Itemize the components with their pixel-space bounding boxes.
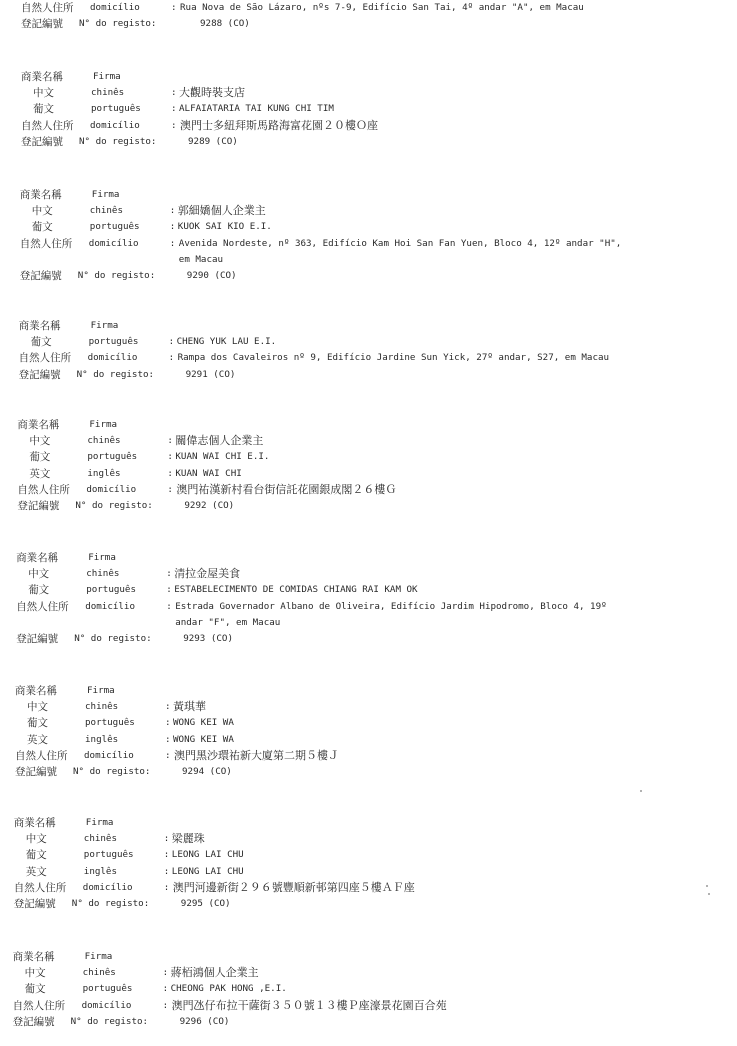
portuguese-name-value: KUAN WAI CHI E.I.: [175, 451, 270, 463]
firm-name-row: [0, 685, 737, 698]
domicile-value: 澳門祐漢新村看台街信託花園銀成閣２６樓Ｇ: [176, 482, 397, 496]
domicile-row: [0, 882, 737, 895]
firm-name-label-zh: 商業名稱: [16, 552, 59, 564]
registration-label-pt: N° do registo:: [74, 633, 152, 644]
portuguese-name-label-zh: 葡文: [33, 103, 54, 116]
domicile-label-pt: domicílio: [90, 2, 140, 13]
chinese-name-value: 梁麗珠: [171, 832, 205, 846]
portuguese-name-row: [0, 221, 737, 234]
portuguese-name-row: [0, 103, 737, 116]
chinese-name-value: 郭細嬌個人企業主: [177, 204, 266, 218]
registration-row: [0, 18, 737, 31]
colon: :: [162, 983, 169, 995]
domicile-label-zh: 自然人住所: [12, 999, 66, 1012]
firm-name-row: [0, 951, 737, 964]
registration-row: [0, 633, 737, 646]
chinese-name-value: 黃琪華: [173, 700, 206, 714]
chinese-name-row: [0, 568, 737, 581]
domicile-row: [0, 2, 737, 15]
english-name-label-pt: inglês: [85, 733, 119, 745]
registration-number: 9294 (CO): [182, 766, 232, 777]
english-name-label-zh: 英文: [25, 865, 47, 878]
registration-label-pt: N° do registo:: [73, 766, 151, 777]
domicile-cont-row: [0, 617, 737, 630]
portuguese-name-label-pt: português: [83, 849, 134, 861]
registration-number: 9293 (CO): [183, 633, 233, 644]
portuguese-name-label-pt: português: [86, 584, 136, 596]
registration-number: 9291 (CO): [185, 368, 236, 380]
colon: :: [167, 435, 173, 447]
chinese-name-row: [0, 205, 737, 218]
domicile-label-zh: 自然人住所: [18, 352, 72, 365]
registration-label-zh: 登記編號: [19, 270, 62, 282]
colon: :: [165, 733, 171, 745]
registration-row: [0, 1016, 737, 1029]
firm-name-label-pt: Firma: [91, 189, 120, 200]
colon: :: [166, 600, 172, 612]
portuguese-name-value: CHENG YUK LAU E.I.: [176, 336, 277, 348]
colon: :: [167, 467, 173, 479]
colon: :: [171, 87, 177, 99]
registration-row: [0, 766, 737, 779]
english-name-value: WONG KEI WA: [173, 733, 234, 745]
domicile-label-zh: 自然人住所: [21, 119, 74, 132]
portuguese-name-label-pt: português: [87, 451, 138, 463]
portuguese-name-row: [0, 584, 737, 597]
chinese-name-row: [0, 701, 737, 714]
colon: :: [169, 237, 176, 249]
firm-name-label-pt: Firma: [89, 419, 118, 430]
domicile-row: [0, 238, 737, 251]
colon: :: [165, 717, 171, 729]
domicile-label-pt: domicílio: [84, 749, 134, 761]
registration-number: 9290 (CO): [186, 270, 237, 281]
registration-number: 9289 (CO): [188, 135, 238, 147]
chinese-name-label-zh: 中文: [29, 435, 51, 448]
firm-name-label-zh: 商業名稱: [17, 419, 60, 431]
registration-number: 9295 (CO): [180, 898, 231, 909]
portuguese-name-label-pt: português: [91, 103, 141, 115]
domicile-cont-value: em Macau: [178, 253, 224, 265]
firm-name-label-zh: 商業名稱: [12, 951, 55, 963]
registration-label-pt: N° do registo:: [76, 368, 155, 380]
colon: :: [163, 833, 170, 845]
scan-speck: [706, 885, 708, 887]
registration-label-zh: 登記編號: [21, 135, 63, 148]
portuguese-name-label-zh: 葡文: [27, 717, 48, 730]
portuguese-name-label-zh: 葡文: [30, 336, 52, 349]
portuguese-name-label-pt: português: [88, 336, 139, 348]
english-name-row: [0, 866, 737, 879]
chinese-name-row: [0, 87, 737, 100]
firm-name-row: [0, 320, 737, 333]
firm-name-row: [0, 419, 737, 432]
domicile-label-pt: domicílio: [88, 237, 139, 249]
domicile-label-zh: 自然人住所: [19, 237, 73, 250]
portuguese-name-value: KUOK SAI KIO E.I.: [177, 221, 272, 233]
registration-number: 9292 (CO): [184, 500, 235, 511]
registration-row: [0, 500, 737, 513]
colon: :: [166, 568, 172, 580]
domicile-value: 澳門黑沙環祐新大廈第二期５樓Ｊ: [174, 748, 339, 762]
colon: :: [165, 701, 171, 713]
chinese-name-label-pt: chinês: [83, 833, 117, 845]
firm-name-row: [0, 817, 737, 830]
chinese-name-value: 關偉志個人企業主: [175, 434, 264, 448]
domicile-label-zh: 自然人住所: [13, 881, 67, 894]
firm-name-label-pt: Firma: [88, 552, 116, 563]
portuguese-name-label-zh: 葡文: [25, 849, 47, 862]
domicile-label-zh: 自然人住所: [21, 2, 74, 14]
colon: :: [171, 103, 177, 115]
portuguese-name-value: WONG KEI WA: [173, 717, 234, 729]
registration-row: [0, 898, 737, 911]
colon: :: [163, 865, 170, 877]
domicile-value: Rua Nova de São Lázaro, nºs 7-9, Edifício San Tai, 4º andar "A", em Macau: [180, 2, 584, 13]
registration-label-pt: N° do registo:: [71, 898, 150, 909]
registration-number: 9288 (CO): [200, 18, 250, 30]
portuguese-name-row: [0, 336, 737, 349]
colon: :: [163, 881, 170, 893]
registration-label-zh: 登記編號: [12, 1015, 55, 1028]
colon: :: [162, 999, 169, 1011]
firm-name-label-zh: 商業名稱: [15, 685, 57, 697]
chinese-name-label-zh: 中文: [27, 701, 48, 714]
portuguese-name-label-pt: português: [85, 717, 135, 729]
portuguese-name-label-zh: 葡文: [28, 584, 50, 597]
domicile-row: [0, 120, 737, 133]
domicile-label-zh: 自然人住所: [15, 749, 68, 762]
domicile-row: [0, 352, 737, 365]
portuguese-name-label-pt: português: [89, 221, 140, 233]
firm-name-label-pt: Firma: [93, 71, 121, 82]
domicile-value: 澳門氹仔布拉干薩街３５０號１３樓Ｐ座濠景花園百合苑: [171, 998, 447, 1012]
domicile-row: [0, 601, 737, 614]
english-name-value: KUAN WAI CHI: [175, 467, 242, 479]
chinese-name-value: 蔣栢鴻個人企業主: [170, 966, 259, 980]
chinese-name-label-zh: 中文: [33, 87, 54, 100]
chinese-name-label-zh: 中文: [25, 833, 47, 846]
chinese-name-label-zh: 中文: [24, 967, 46, 980]
registration-label-pt: N° do registo:: [79, 135, 157, 147]
firm-name-label-pt: Firma: [87, 685, 115, 696]
registration-label-pt: N° do registo:: [75, 500, 153, 511]
chinese-name-row: [0, 967, 737, 980]
domicile-label-zh: 自然人住所: [17, 483, 70, 496]
chinese-name-label-zh: 中文: [28, 568, 50, 581]
colon: :: [163, 849, 170, 861]
chinese-name-row: [0, 833, 737, 846]
english-name-row: [0, 468, 737, 481]
chinese-name-label-pt: chinês: [89, 205, 123, 217]
domicile-cont-value: andar "F", em Macau: [175, 616, 281, 628]
english-name-label-pt: inglês: [87, 467, 121, 479]
firm-name-label-pt: Firma: [90, 320, 119, 331]
portuguese-name-label-pt: português: [82, 983, 133, 995]
firm-name-label-zh: 商業名稱: [19, 189, 62, 201]
chinese-name-value: 清拉金屋美食: [174, 567, 241, 581]
colon: :: [168, 352, 175, 364]
domicile-row: [0, 750, 737, 763]
english-name-label-zh: 英文: [29, 467, 51, 480]
domicile-row: [0, 484, 737, 497]
domicile-value: Rampa dos Cavaleiros nº 9, Edifício Jardine Sun Yick, 27º andar, S27, em Macau: [177, 352, 610, 364]
domicile-label-pt: domicílio: [85, 600, 135, 612]
chinese-name-label-zh: 中文: [31, 205, 53, 218]
chinese-name-label-pt: chinês: [87, 435, 121, 447]
portuguese-name-label-zh: 葡文: [24, 983, 46, 996]
firm-name-label-zh: 商業名稱: [21, 71, 63, 83]
colon: :: [166, 584, 172, 596]
colon: :: [169, 221, 176, 233]
domicile-label-pt: domicílio: [86, 483, 137, 495]
domicile-value: Avenida Nordeste, nº 363, Edifício Kam Hoi San Fan Yuen, Bloco 4, 12º andar "H",: [178, 237, 622, 249]
domicile-value: 澳門士多紐拜斯馬路海富花園２０樓Ｏ座: [180, 118, 378, 132]
chinese-name-value: 大觀時裝支店: [179, 86, 245, 100]
portuguese-name-value: ALFAIATARIA TAI KUNG CHI TIM: [179, 103, 334, 115]
registration-label-pt: N° do registo:: [79, 18, 157, 30]
colon: :: [167, 451, 173, 463]
registration-row: [0, 270, 737, 283]
registration-label-zh: 登記編號: [18, 368, 61, 381]
registration-label-pt: N° do registo:: [70, 1015, 149, 1027]
colon: :: [171, 119, 177, 131]
chinese-name-label-pt: chinês: [82, 967, 116, 979]
chinese-name-row: [0, 435, 737, 448]
english-name-label-pt: inglês: [83, 865, 117, 877]
registration-label-pt: N° do registo:: [77, 270, 156, 281]
colon: :: [168, 336, 175, 348]
registration-label-zh: 登記編號: [17, 500, 60, 512]
domicile-label-zh: 自然人住所: [16, 600, 69, 613]
registration-number: 9296 (CO): [179, 1015, 230, 1027]
colon: :: [169, 205, 176, 217]
domicile-label-pt: domicílio: [81, 999, 132, 1011]
scan-speck: [708, 893, 710, 895]
domicile-label-pt: domicílio: [82, 881, 133, 893]
colon: :: [165, 749, 171, 761]
registration-label-zh: 登記編號: [15, 766, 57, 778]
registration-label-zh: 登記編號: [13, 898, 56, 910]
portuguese-name-row: [0, 451, 737, 464]
domicile-cont-row: [0, 254, 737, 267]
chinese-name-label-pt: chinês: [85, 701, 119, 713]
domicile-row: [0, 1000, 737, 1013]
english-name-row: [0, 734, 737, 747]
english-name-label-zh: 英文: [27, 733, 48, 746]
scan-speck: [640, 790, 642, 792]
colon: :: [171, 2, 177, 13]
portuguese-name-row: [0, 983, 737, 996]
portuguese-name-value: LEONG LAI CHU: [171, 849, 244, 861]
portuguese-name-value: ESTABELECIMENTO DE COMIDAS CHIANG RAI KAM OK: [174, 584, 418, 596]
domicile-value: Estrada Governador Albano de Oliveira, Edifício Jardim Hipodromo, Bloco 4, 19º: [175, 600, 607, 612]
firm-name-row: [0, 189, 737, 202]
portuguese-name-row: [0, 717, 737, 730]
chinese-name-label-pt: chinês: [86, 568, 120, 580]
domicile-value: 澳門河邊新街２９６號豐順新邨第四座５樓ＡＦ座: [172, 880, 415, 894]
colon: :: [167, 483, 173, 495]
firm-name-label-zh: 商業名稱: [13, 817, 56, 829]
portuguese-name-label-zh: 葡文: [29, 451, 51, 464]
registration-row: [0, 136, 737, 149]
firm-name-label-zh: 商業名稱: [18, 320, 61, 332]
chinese-name-label-pt: chinês: [91, 87, 125, 99]
portuguese-name-label-zh: 葡文: [31, 221, 53, 234]
english-name-value: LEONG LAI CHU: [171, 865, 244, 877]
registration-row: [0, 369, 737, 382]
domicile-label-pt: domicílio: [90, 119, 140, 131]
firm-name-row: [0, 71, 737, 84]
portuguese-name-row: [0, 849, 737, 862]
firm-name-row: [0, 552, 737, 565]
firm-name-label-pt: Firma: [85, 817, 114, 828]
domicile-label-pt: domicílio: [87, 352, 138, 364]
registration-label-zh: 登記編號: [21, 18, 63, 31]
colon: :: [162, 967, 169, 979]
registration-label-zh: 登記編號: [16, 633, 59, 645]
firm-name-label-pt: Firma: [84, 951, 113, 962]
portuguese-name-value: CHEONG PAK HONG ,E.I.: [170, 983, 287, 995]
